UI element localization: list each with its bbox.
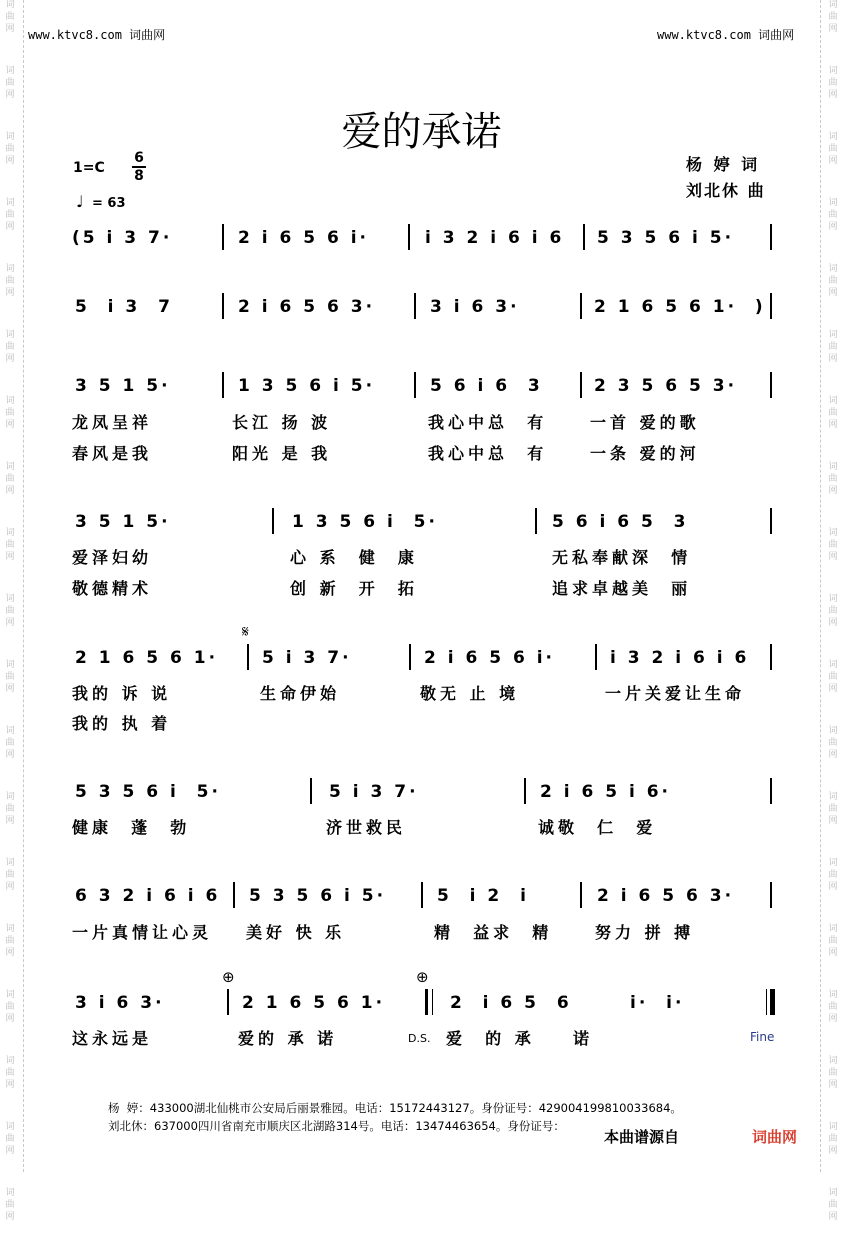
watermark-glyph: 曲 (828, 672, 838, 682)
segno-mark: 𝄋 (242, 622, 249, 641)
watermark-glyph: 曲 (5, 804, 15, 814)
watermark-glyph: 曲 (5, 276, 15, 286)
watermark-glyph: 网 (5, 354, 15, 364)
barline (247, 644, 249, 670)
measure: 2 1 6 5 6 1· ) (594, 297, 766, 317)
lyric-segment: 我的 诉 说 (72, 684, 172, 703)
ds-mark: D.S. (408, 1032, 431, 1045)
watermark-glyph: 网 (828, 420, 838, 430)
watermark-glyph: 词 (5, 330, 15, 340)
watermark-glyph: 网 (5, 288, 15, 298)
song-title: 爱的承诺 (341, 109, 502, 155)
watermark-glyph: 词 (828, 198, 838, 208)
measure: 3 i 6 3· (75, 993, 165, 1013)
watermark-glyph: 网 (5, 1212, 15, 1222)
measure: 1 3 5 6 i 5· (292, 512, 438, 532)
lyricist-credit: 杨 婷 词 (686, 155, 761, 174)
barline (524, 778, 526, 804)
watermark-glyph: 网 (828, 816, 838, 826)
final-barline (766, 989, 767, 1015)
watermark-glyph: 网 (5, 816, 15, 826)
watermark-glyph: 网 (5, 882, 15, 892)
watermark-glyph: 词 (5, 792, 15, 802)
lyric-segment: 爱的 承 诺 (238, 1029, 338, 1048)
watermark-glyph: 词 (828, 924, 838, 934)
barline (421, 882, 423, 908)
watermark-glyph: 词 (5, 1056, 15, 1066)
barline (535, 508, 537, 534)
watermark-glyph: 词 (828, 792, 838, 802)
lyric-segment: 济世救民 (326, 818, 407, 837)
lyric-segment: 生命伊始 (260, 684, 341, 703)
watermark-glyph: 曲 (828, 1068, 838, 1078)
watermark-glyph: 网 (5, 1014, 15, 1024)
watermark-glyph: 词 (5, 990, 15, 1000)
lyric-segment: 春风是我 (72, 444, 153, 463)
watermark-glyph: 网 (828, 750, 838, 760)
watermark-glyph: 网 (5, 90, 15, 100)
watermark-glyph: 网 (828, 1146, 838, 1156)
watermark-glyph: 曲 (5, 1002, 15, 1012)
watermark-glyph: 曲 (828, 606, 838, 616)
lyric-segment: 爱 的 承 诺 (446, 1029, 593, 1048)
barline (414, 372, 416, 398)
barline (222, 293, 224, 319)
watermark-glyph: 网 (828, 552, 838, 562)
watermark-glyph: 曲 (5, 606, 15, 616)
barline (770, 293, 772, 319)
watermark-glyph: 曲 (5, 408, 15, 418)
measure: 5 i 2 i (437, 886, 529, 906)
key-signature: 1=C (73, 160, 105, 176)
barline (233, 882, 235, 908)
measure: 2 i 6 5 6 3· (597, 886, 735, 906)
fine-mark: Fine (750, 1030, 775, 1044)
watermark-glyph: 网 (5, 222, 15, 232)
watermark-glyph: 网 (5, 486, 15, 496)
measure: 2 i 6 5 6 i· (424, 648, 556, 668)
lyric-segment: 美好 快 乐 (246, 923, 346, 942)
right-watermark-column (827, 0, 839, 1254)
lyric-segment: 健康 蓬 勃 (72, 818, 191, 837)
barline (583, 224, 585, 250)
watermark-glyph: 曲 (828, 738, 838, 748)
watermark-glyph: 曲 (828, 804, 838, 814)
measure: 1 3 5 6 i 5· (238, 376, 376, 396)
lyric-segment: 一首 爱的歌 (590, 413, 700, 432)
brand-logo[interactable]: 词曲网 (752, 1128, 798, 1146)
lyric-segment: 敬德精术 (72, 579, 153, 598)
watermark-glyph: 曲 (828, 12, 838, 22)
watermark-glyph: 网 (828, 1212, 838, 1222)
barline (414, 293, 416, 319)
barline (770, 882, 772, 908)
watermark-glyph: 词 (5, 594, 15, 604)
watermark-glyph: 网 (828, 288, 838, 298)
watermark-glyph: 网 (5, 420, 15, 430)
watermark-glyph: 网 (828, 684, 838, 694)
watermark-glyph: 曲 (828, 408, 838, 418)
footer-contact-composer: 刘北休：637000四川省南充市顺庆区北湖路314号。电话：13474463654。身份证号： (108, 1119, 565, 1133)
lyric-segment: 诚敬 仁 爱 (538, 818, 657, 837)
barline (222, 224, 224, 250)
watermark-glyph: 网 (828, 948, 838, 958)
watermark-glyph: 曲 (828, 1134, 838, 1144)
watermark-glyph: 网 (828, 1080, 838, 1090)
watermark-glyph: 网 (828, 486, 838, 496)
barline (770, 644, 772, 670)
measure: (5 i 3 7· (72, 228, 173, 248)
site-label-left[interactable]: www.ktvc8.com 词曲网 (28, 28, 166, 42)
watermark-glyph: 网 (5, 156, 15, 166)
watermark-glyph: 词 (5, 198, 15, 208)
barline (222, 372, 224, 398)
watermark-glyph: 词 (5, 132, 15, 142)
watermark-glyph: 曲 (828, 78, 838, 88)
repeat-barline-thin (432, 989, 433, 1015)
lyric-segment: 一片关爱让生命 (605, 684, 746, 703)
watermark-glyph: 曲 (5, 144, 15, 154)
watermark-glyph: 网 (828, 882, 838, 892)
barline (272, 508, 274, 534)
barline (310, 778, 312, 804)
measure: i 3 2 i 6 i 6 (425, 228, 565, 248)
coda-mark: ⊕ (416, 968, 429, 986)
watermark-glyph: 网 (5, 948, 15, 958)
time-signature-bottom: 8 (132, 166, 146, 184)
watermark-glyph: 词 (5, 660, 15, 670)
watermark-glyph: 曲 (5, 12, 15, 22)
barline (770, 372, 772, 398)
lyric-segment: 龙凤呈祥 (72, 413, 153, 432)
right-edge-line (820, 0, 821, 1172)
watermark-glyph: 曲 (5, 1200, 15, 1210)
watermark-glyph: 词 (5, 924, 15, 934)
lyric-segment: 无私奉献深 情 (552, 548, 692, 567)
watermark-glyph: 曲 (828, 144, 838, 154)
watermark-glyph: 曲 (828, 1200, 838, 1210)
measure: 5 3 5 6 i 5· (249, 886, 387, 906)
measure: 2 3 5 6 5 3· (594, 376, 738, 396)
watermark-glyph: 曲 (828, 474, 838, 484)
time-signature-top: 6 (134, 150, 144, 166)
watermark-glyph: 词 (5, 462, 15, 472)
watermark-glyph: 网 (5, 24, 15, 34)
watermark-glyph: 词 (5, 264, 15, 274)
measure: 5 6 i 6 5 3 (552, 512, 689, 532)
watermark-glyph: 曲 (5, 1134, 15, 1144)
watermark-glyph: 词 (5, 0, 15, 10)
watermark-glyph: 网 (828, 90, 838, 100)
watermark-glyph: 曲 (5, 936, 15, 946)
barline (580, 293, 582, 319)
watermark-glyph: 网 (5, 618, 15, 628)
watermark-glyph: 词 (828, 660, 838, 670)
watermark-glyph: 词 (828, 264, 838, 274)
watermark-glyph: 曲 (5, 672, 15, 682)
watermark-glyph: 网 (5, 750, 15, 760)
repeat-barline (425, 989, 428, 1015)
watermark-glyph: 词 (828, 858, 838, 868)
lyric-segment: 追求卓越美 丽 (552, 579, 692, 598)
watermark-glyph: 网 (828, 1014, 838, 1024)
watermark-glyph: 词 (828, 462, 838, 472)
measure: 2 i 6 5 6 i· (238, 228, 370, 248)
barline (770, 508, 772, 534)
measure: 2 1 6 5 6 1· (242, 993, 386, 1013)
watermark-glyph: 曲 (5, 78, 15, 88)
lyric-segment: 创 新 开 拓 (290, 579, 418, 598)
tempo-note-icon: ♩ (76, 192, 84, 211)
lyric-segment: 我心中总 有 (428, 413, 548, 432)
watermark-glyph: 词 (828, 0, 838, 10)
watermark-glyph: 词 (828, 1122, 838, 1132)
watermark-glyph: 词 (828, 132, 838, 142)
watermark-glyph: 网 (5, 684, 15, 694)
watermark-glyph: 词 (5, 66, 15, 76)
watermark-glyph: 曲 (5, 342, 15, 352)
watermark-glyph: 网 (828, 222, 838, 232)
watermark-glyph: 曲 (5, 738, 15, 748)
watermark-glyph: 曲 (828, 210, 838, 220)
measure: 5 i 3 7· (329, 782, 419, 802)
watermark-glyph: 词 (828, 1056, 838, 1066)
lyric-segment: 精 益求 精 (434, 923, 553, 942)
watermark-glyph: 词 (828, 396, 838, 406)
watermark-glyph: 词 (828, 594, 838, 604)
time-signature (132, 150, 146, 184)
watermark-glyph: 词 (5, 726, 15, 736)
barline (580, 372, 582, 398)
watermark-glyph: 曲 (828, 342, 838, 352)
watermark-glyph: 网 (5, 1080, 15, 1090)
lyric-segment: 阳光 是 我 (232, 444, 332, 463)
left-watermark-column (4, 0, 16, 1254)
watermark-glyph: 词 (5, 396, 15, 406)
measure: 3 5 1 5· (75, 512, 171, 532)
barline (227, 989, 229, 1015)
lyric-segment: 一条 爱的河 (590, 444, 700, 463)
measure: 2 1 6 5 6 1· (75, 648, 219, 668)
footer-contact-lyricist: 杨 婷：433000湖北仙桃市公安局后丽景雅园。电话：15172443127。身份证号：429004199810033684。 (108, 1101, 682, 1115)
watermark-glyph: 词 (828, 528, 838, 538)
barline (409, 644, 411, 670)
measure: 3 5 1 5· (75, 376, 171, 396)
site-label-right[interactable]: www.ktvc8.com 词曲网 (657, 28, 795, 42)
tempo-marking: = 63 (92, 196, 126, 211)
barline (580, 882, 582, 908)
watermark-glyph: 曲 (828, 540, 838, 550)
lyric-segment: 我心中总 有 (428, 444, 548, 463)
lyric-segment: 长江 扬 波 (232, 413, 332, 432)
watermark-glyph: 词 (5, 1122, 15, 1132)
measure: 6 3 2 i 6 i 6 (75, 886, 221, 906)
lyric-segment: 心 系 健 康 (290, 548, 418, 567)
watermark-glyph: 曲 (828, 936, 838, 946)
watermark-glyph: 曲 (5, 210, 15, 220)
watermark-glyph: 词 (828, 66, 838, 76)
watermark-glyph: 曲 (5, 870, 15, 880)
source-label: 本曲谱源自 (604, 1128, 680, 1146)
watermark-glyph: 词 (5, 858, 15, 868)
barline (595, 644, 597, 670)
composer-credit: 刘北休 曲 (686, 181, 766, 200)
watermark-glyph: 网 (5, 552, 15, 562)
watermark-glyph: 词 (5, 528, 15, 538)
lyric-segment: 努力 拼 搏 (595, 923, 695, 942)
final-barline-thick (772, 989, 775, 1015)
measure: i 3 2 i 6 i 6 (610, 648, 750, 668)
measure: i· i· (630, 993, 685, 1013)
watermark-glyph: 网 (828, 354, 838, 364)
measure: 5 i 3 7· (262, 648, 352, 668)
measure: 3 i 6 3· (430, 297, 520, 317)
watermark-glyph: 网 (5, 1146, 15, 1156)
lyric-segment: 一片真情让心灵 (72, 923, 213, 942)
measure: 2 i 6 5 6 (450, 993, 572, 1013)
watermark-glyph: 曲 (828, 870, 838, 880)
measure: 2 i 6 5 i 6· (540, 782, 672, 802)
watermark-glyph: 词 (828, 1188, 838, 1198)
lyric-segment: 这永远是 (72, 1029, 153, 1048)
watermark-glyph: 词 (5, 1188, 15, 1198)
left-edge-line (23, 0, 24, 1172)
watermark-glyph: 网 (828, 156, 838, 166)
watermark-glyph: 词 (828, 330, 838, 340)
lyric-segment: 我的 执 着 (72, 714, 172, 733)
watermark-glyph: 曲 (5, 540, 15, 550)
watermark-glyph: 曲 (5, 1068, 15, 1078)
watermark-glyph: 词 (828, 726, 838, 736)
measure: 5 3 5 6 i 5· (75, 782, 221, 802)
measure: 2 i 6 5 6 3· (238, 297, 376, 317)
measure: 5 i 3 7 (75, 297, 173, 317)
measure: 5 3 5 6 i 5· (597, 228, 735, 248)
lyric-segment: 敬无 止 境 (420, 684, 520, 703)
watermark-glyph: 曲 (828, 276, 838, 286)
barline (770, 224, 772, 250)
barline (770, 778, 772, 804)
coda-mark: ⊕ (222, 968, 235, 986)
watermark-glyph: 网 (828, 618, 838, 628)
measure: 5 6 i 6 3 (430, 376, 543, 396)
watermark-glyph: 词 (828, 990, 838, 1000)
watermark-glyph: 曲 (828, 1002, 838, 1012)
watermark-glyph: 曲 (5, 474, 15, 484)
watermark-glyph: 网 (828, 24, 838, 34)
lyric-segment: 爱泽妇幼 (72, 548, 153, 567)
barline (408, 224, 410, 250)
